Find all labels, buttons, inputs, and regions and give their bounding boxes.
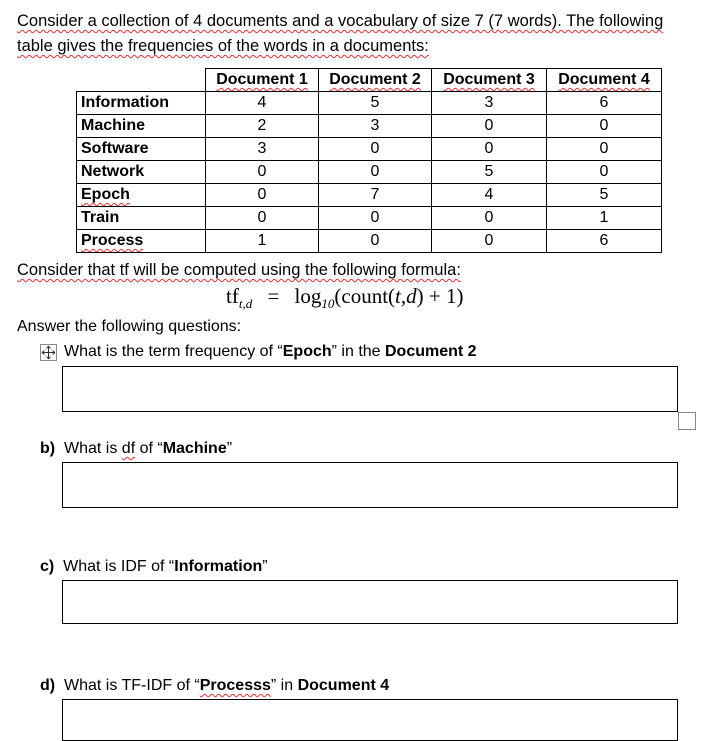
- table-cell: 7: [319, 184, 432, 207]
- formula-log: log: [294, 284, 322, 308]
- table-cell: 0: [206, 207, 319, 230]
- table-row: [77, 161, 662, 184]
- table-cell: 1: [206, 230, 319, 253]
- row-label-software: Software: [77, 138, 206, 161]
- table-row: [77, 230, 662, 253]
- table-cell: 5: [547, 184, 662, 207]
- row-label-epoch: Epoch: [77, 184, 206, 207]
- tf-formula: [226, 284, 463, 312]
- table-cell: 3: [432, 92, 547, 115]
- question-d: d) What is TF-IDF of “Processs” in Document 4: [40, 677, 390, 694]
- table-cell: 0: [547, 138, 662, 161]
- table-cell: 0: [547, 161, 662, 184]
- row-label-machine: Machine: [77, 115, 206, 138]
- table-cell: 0: [319, 138, 432, 161]
- table-row: [77, 138, 662, 161]
- question-c: c) What is IDF of “Information”: [40, 558, 268, 575]
- table-row: [77, 184, 662, 207]
- question-c-marker: c): [40, 558, 55, 575]
- header-document-1: Document 1: [206, 69, 319, 92]
- answer-box-d[interactable]: [62, 699, 678, 741]
- formula-log-base: 10: [321, 296, 335, 311]
- table-row: [77, 207, 662, 230]
- table-cell: 0: [432, 207, 547, 230]
- answer-box-c[interactable]: [62, 580, 678, 624]
- intro-line-2: table gives the frequencies of the words in a documents:: [17, 37, 429, 55]
- table-cell: 4: [206, 92, 319, 115]
- table-cell: 2: [206, 115, 319, 138]
- question-a: What is the term frequency of “Epoch” in the Document 2: [64, 343, 477, 360]
- frequency-table: [76, 68, 662, 253]
- table-corner-cell: [77, 69, 206, 92]
- table-cell: 0: [547, 115, 662, 138]
- table-cell: 0: [319, 207, 432, 230]
- row-label-process: Process: [77, 230, 206, 253]
- header-document-2: Document 2: [319, 69, 432, 92]
- table-move-handle[interactable]: [40, 344, 57, 361]
- table-cell: 3: [206, 138, 319, 161]
- table-cell: 6: [547, 92, 662, 115]
- table-header-row: [77, 69, 662, 92]
- question-b: b) What is df of “Machine”: [40, 440, 233, 457]
- header-document-3: Document 3: [432, 69, 547, 92]
- table-cell: 0: [432, 138, 547, 161]
- table-cell: 3: [319, 115, 432, 138]
- table-cell: 5: [319, 92, 432, 115]
- table-cell: 0: [206, 161, 319, 184]
- table-row: [77, 115, 662, 138]
- table-resize-handle[interactable]: [678, 412, 696, 430]
- formula-arg-close: ) + 1): [416, 284, 464, 308]
- table-cell: 5: [432, 161, 547, 184]
- intro-line-1: Consider a collection of 4 documents and a vocabulary of size 7 (7 words). The following: [17, 12, 664, 30]
- move-arrows-icon: [41, 345, 56, 360]
- row-label-train: Train: [77, 207, 206, 230]
- table-cell: 0: [319, 230, 432, 253]
- table-row: [77, 92, 662, 115]
- formula-lhs: tf: [226, 284, 239, 308]
- formula-arg-open: (count(: [334, 284, 396, 308]
- table-cell: 0: [432, 230, 547, 253]
- row-label-network: Network: [77, 161, 206, 184]
- answer-box-a[interactable]: [62, 366, 678, 412]
- header-document-4: Document 4: [547, 69, 662, 92]
- answer-intro: Answer the following questions:: [17, 318, 242, 335]
- row-label-information: Information: [77, 92, 206, 115]
- table-cell: 4: [432, 184, 547, 207]
- formula-equals: =: [267, 284, 280, 308]
- formula-lhs-subscript: t,d: [238, 296, 253, 311]
- question-b-marker: b): [40, 440, 56, 457]
- table-cell: 1: [547, 207, 662, 230]
- question-d-marker: d): [40, 677, 56, 694]
- answer-box-b[interactable]: [62, 462, 678, 508]
- formula-intro: Consider that tf will be computed using the following formula:: [17, 261, 461, 279]
- table-cell: 0: [319, 161, 432, 184]
- table-cell: 0: [206, 184, 319, 207]
- table-cell: 0: [432, 115, 547, 138]
- table-cell: 6: [547, 230, 662, 253]
- formula-arg-vars: t,d: [395, 284, 417, 308]
